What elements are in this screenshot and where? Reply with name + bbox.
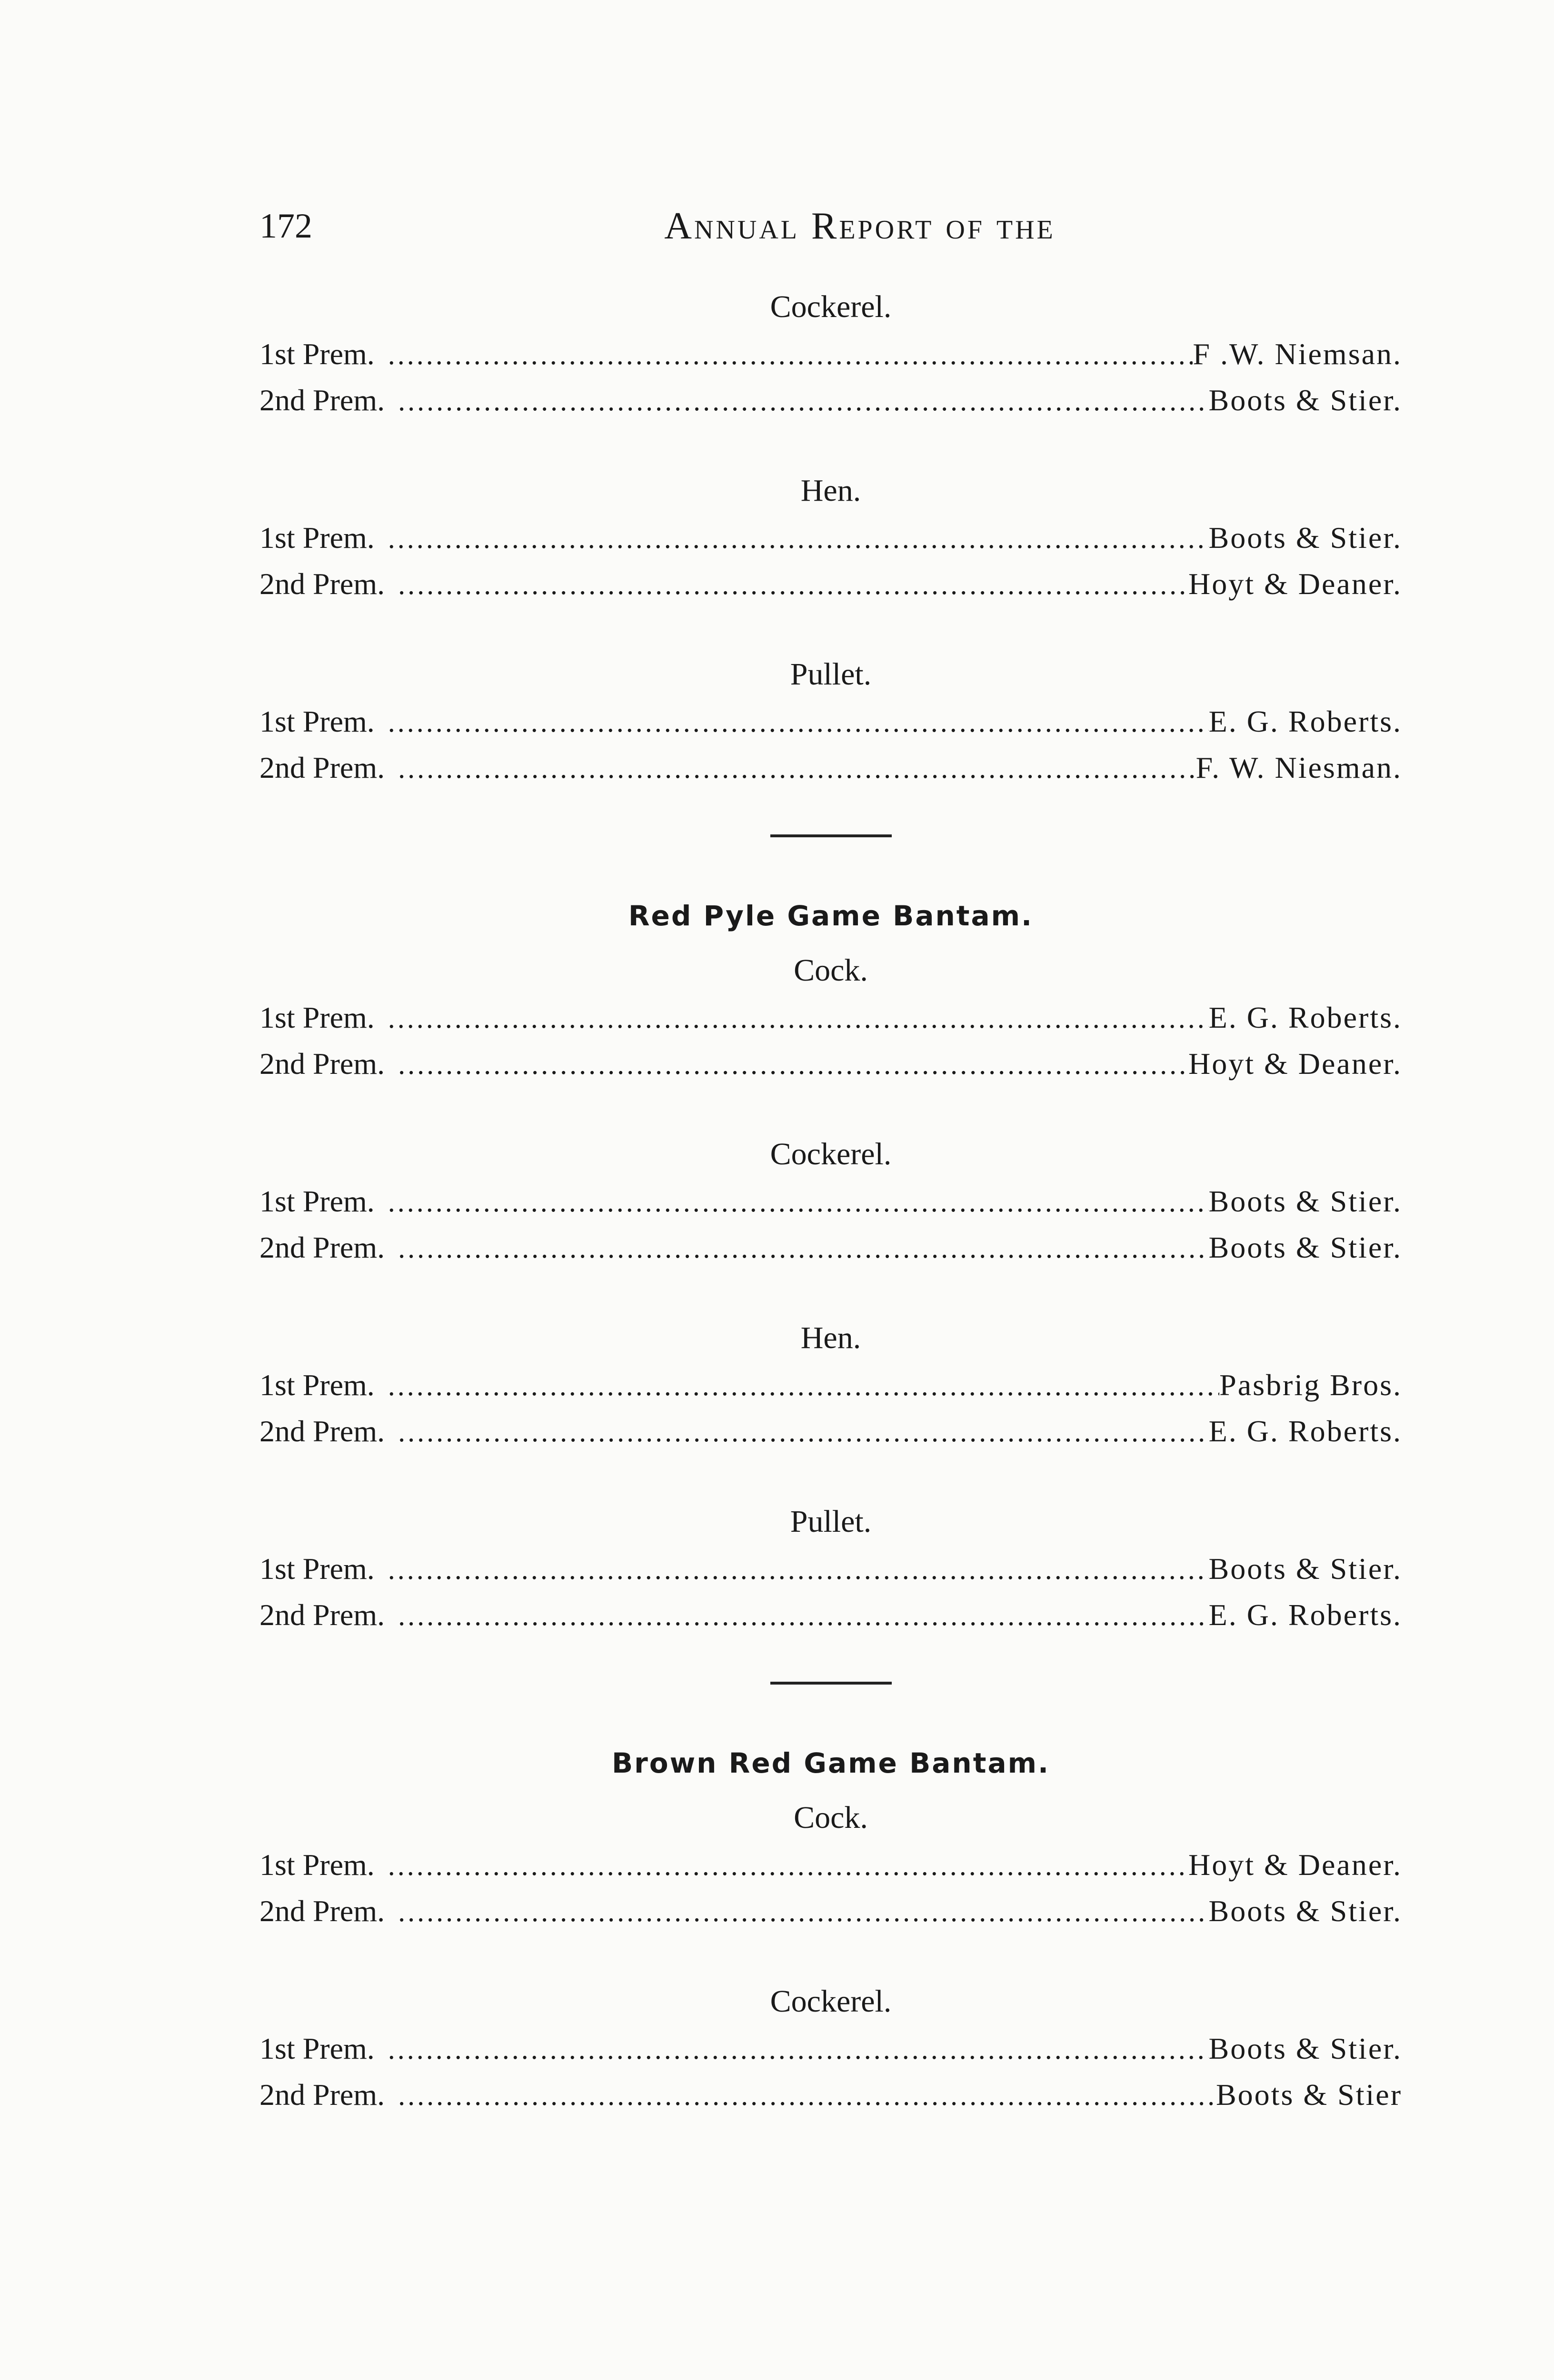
premium-place: 1st Prem.	[259, 337, 375, 371]
premium-place: 2nd Prem.	[259, 1894, 385, 1928]
premium-winner: Hoyt & Deaner.	[1188, 567, 1402, 601]
category-title: Cockerel.	[770, 1984, 892, 2019]
premium-entry	[259, 331, 1402, 377]
category-title: Hen.	[800, 473, 861, 508]
premium-winner: Boots & Stier.	[1208, 1894, 1402, 1928]
page-number: 172	[259, 207, 312, 246]
category-block	[259, 1314, 1402, 1454]
premium-list	[259, 283, 1402, 2162]
category-title: Cockerel.	[770, 1137, 892, 1171]
premium-winner: Boots & Stier.	[1208, 1230, 1402, 1264]
premium-place: 1st Prem.	[259, 1848, 375, 1882]
premium-place: 2nd Prem.	[259, 383, 385, 417]
premium-entry	[259, 515, 1402, 561]
category-title: Cock.	[794, 953, 868, 988]
premium-entry	[259, 2072, 1402, 2118]
premium-place: 2nd Prem.	[259, 2078, 385, 2112]
premium-place: 2nd Prem.	[259, 1598, 385, 1632]
premium-winner: Hoyt & Deaner.	[1188, 1047, 1402, 1081]
premium-place: 2nd Prem.	[259, 567, 385, 601]
premium-winner: E. G. Roberts.	[1208, 704, 1402, 738]
dot-leader	[388, 699, 1209, 745]
premium-winner: Boots & Stier.	[1208, 1552, 1402, 1586]
dot-leader	[398, 1225, 1208, 1271]
category-title: Pullet.	[790, 1504, 872, 1539]
premium-place: 1st Prem.	[259, 704, 375, 738]
category-title: Hen.	[800, 1320, 861, 1355]
running-head: Annual Report of the	[664, 205, 1056, 247]
dot-leader	[388, 1843, 1188, 1889]
category-block	[259, 1130, 1402, 1270]
premium-entry	[259, 1408, 1402, 1454]
dot-leader	[388, 1547, 1209, 1593]
category-block	[259, 283, 1402, 423]
premium-entry	[259, 1842, 1402, 1888]
dot-leader	[388, 2026, 1209, 2073]
premium-winner: Hoyt & Deaner.	[1188, 1848, 1402, 1882]
premium-winner: Pasbrig Bros.	[1219, 1368, 1402, 1402]
category-block	[259, 1498, 1402, 1638]
category-title: Cockerel.	[770, 289, 892, 324]
premium-place: 2nd Prem.	[259, 1230, 385, 1264]
dot-leader	[398, 562, 1188, 608]
category-title: Cock.	[794, 1800, 868, 1835]
category-block	[259, 651, 1402, 791]
dot-leader	[398, 745, 1196, 792]
breed-title: Brown Red Game Bantam.	[611, 1747, 1050, 1779]
premium-place: 2nd Prem.	[259, 751, 385, 784]
premium-place: 1st Prem.	[259, 1552, 375, 1586]
dot-leader	[398, 1409, 1209, 1455]
premium-winner: F. W. Niesman.	[1195, 751, 1402, 784]
premium-winner: Boots & Stier	[1215, 2078, 1402, 2112]
premium-winner: Boots & Stier.	[1208, 383, 1402, 417]
premium-entry	[259, 377, 1402, 423]
dot-leader	[388, 1179, 1209, 1225]
dot-leader	[398, 1593, 1209, 1639]
premium-place: 2nd Prem.	[259, 1047, 385, 1081]
premium-entry	[259, 698, 1402, 744]
breed-section	[259, 283, 1402, 791]
dot-leader	[388, 332, 1193, 378]
breed-title: Red Pyle Game Bantam.	[628, 900, 1034, 932]
dot-leader	[398, 1889, 1208, 1935]
premium-entry	[259, 994, 1402, 1041]
premium-entry	[259, 561, 1402, 607]
premium-entry	[259, 744, 1402, 791]
category-block	[259, 947, 1402, 1087]
premium-winner: E. G. Roberts.	[1208, 1414, 1402, 1448]
premium-winner: F .W. Niemsan.	[1193, 337, 1402, 371]
dot-leader	[398, 378, 1208, 424]
premium-entry	[259, 1224, 1402, 1270]
premium-entry	[259, 1592, 1402, 1638]
premium-place: 1st Prem.	[259, 1368, 375, 1402]
premium-winner: Boots & Stier.	[1208, 1184, 1402, 1218]
dot-leader	[388, 1363, 1219, 1409]
premium-entry	[259, 1041, 1402, 1087]
category-block	[259, 1794, 1402, 1934]
premium-winner: E. G. Roberts.	[1208, 1001, 1402, 1034]
premium-entry	[259, 1888, 1402, 1934]
dot-leader	[398, 1041, 1188, 1088]
premium-entry	[259, 1546, 1402, 1592]
dot-leader	[398, 2073, 1216, 2119]
page-header	[259, 200, 1402, 252]
breed-section	[259, 885, 1402, 1638]
dot-leader	[388, 516, 1209, 562]
premium-winner: Boots & Stier.	[1208, 521, 1402, 555]
premium-winner: Boots & Stier.	[1208, 2032, 1402, 2065]
category-block	[259, 1978, 1402, 2118]
premium-entry	[259, 1362, 1402, 1408]
premium-place: 1st Prem.	[259, 1184, 375, 1218]
dot-leader	[388, 995, 1209, 1041]
premium-winner: E. G. Roberts.	[1208, 1598, 1402, 1632]
premium-place: 1st Prem.	[259, 2032, 375, 2065]
premium-entry	[259, 2025, 1402, 2072]
premium-place: 1st Prem.	[259, 521, 375, 555]
category-title: Pullet.	[790, 657, 872, 692]
breed-section	[259, 1732, 1402, 2118]
premium-place: 2nd Prem.	[259, 1414, 385, 1448]
premium-place: 1st Prem.	[259, 1001, 375, 1034]
premium-entry	[259, 1178, 1402, 1224]
section-divider	[770, 834, 892, 837]
category-block	[259, 467, 1402, 607]
section-divider	[770, 1682, 892, 1685]
